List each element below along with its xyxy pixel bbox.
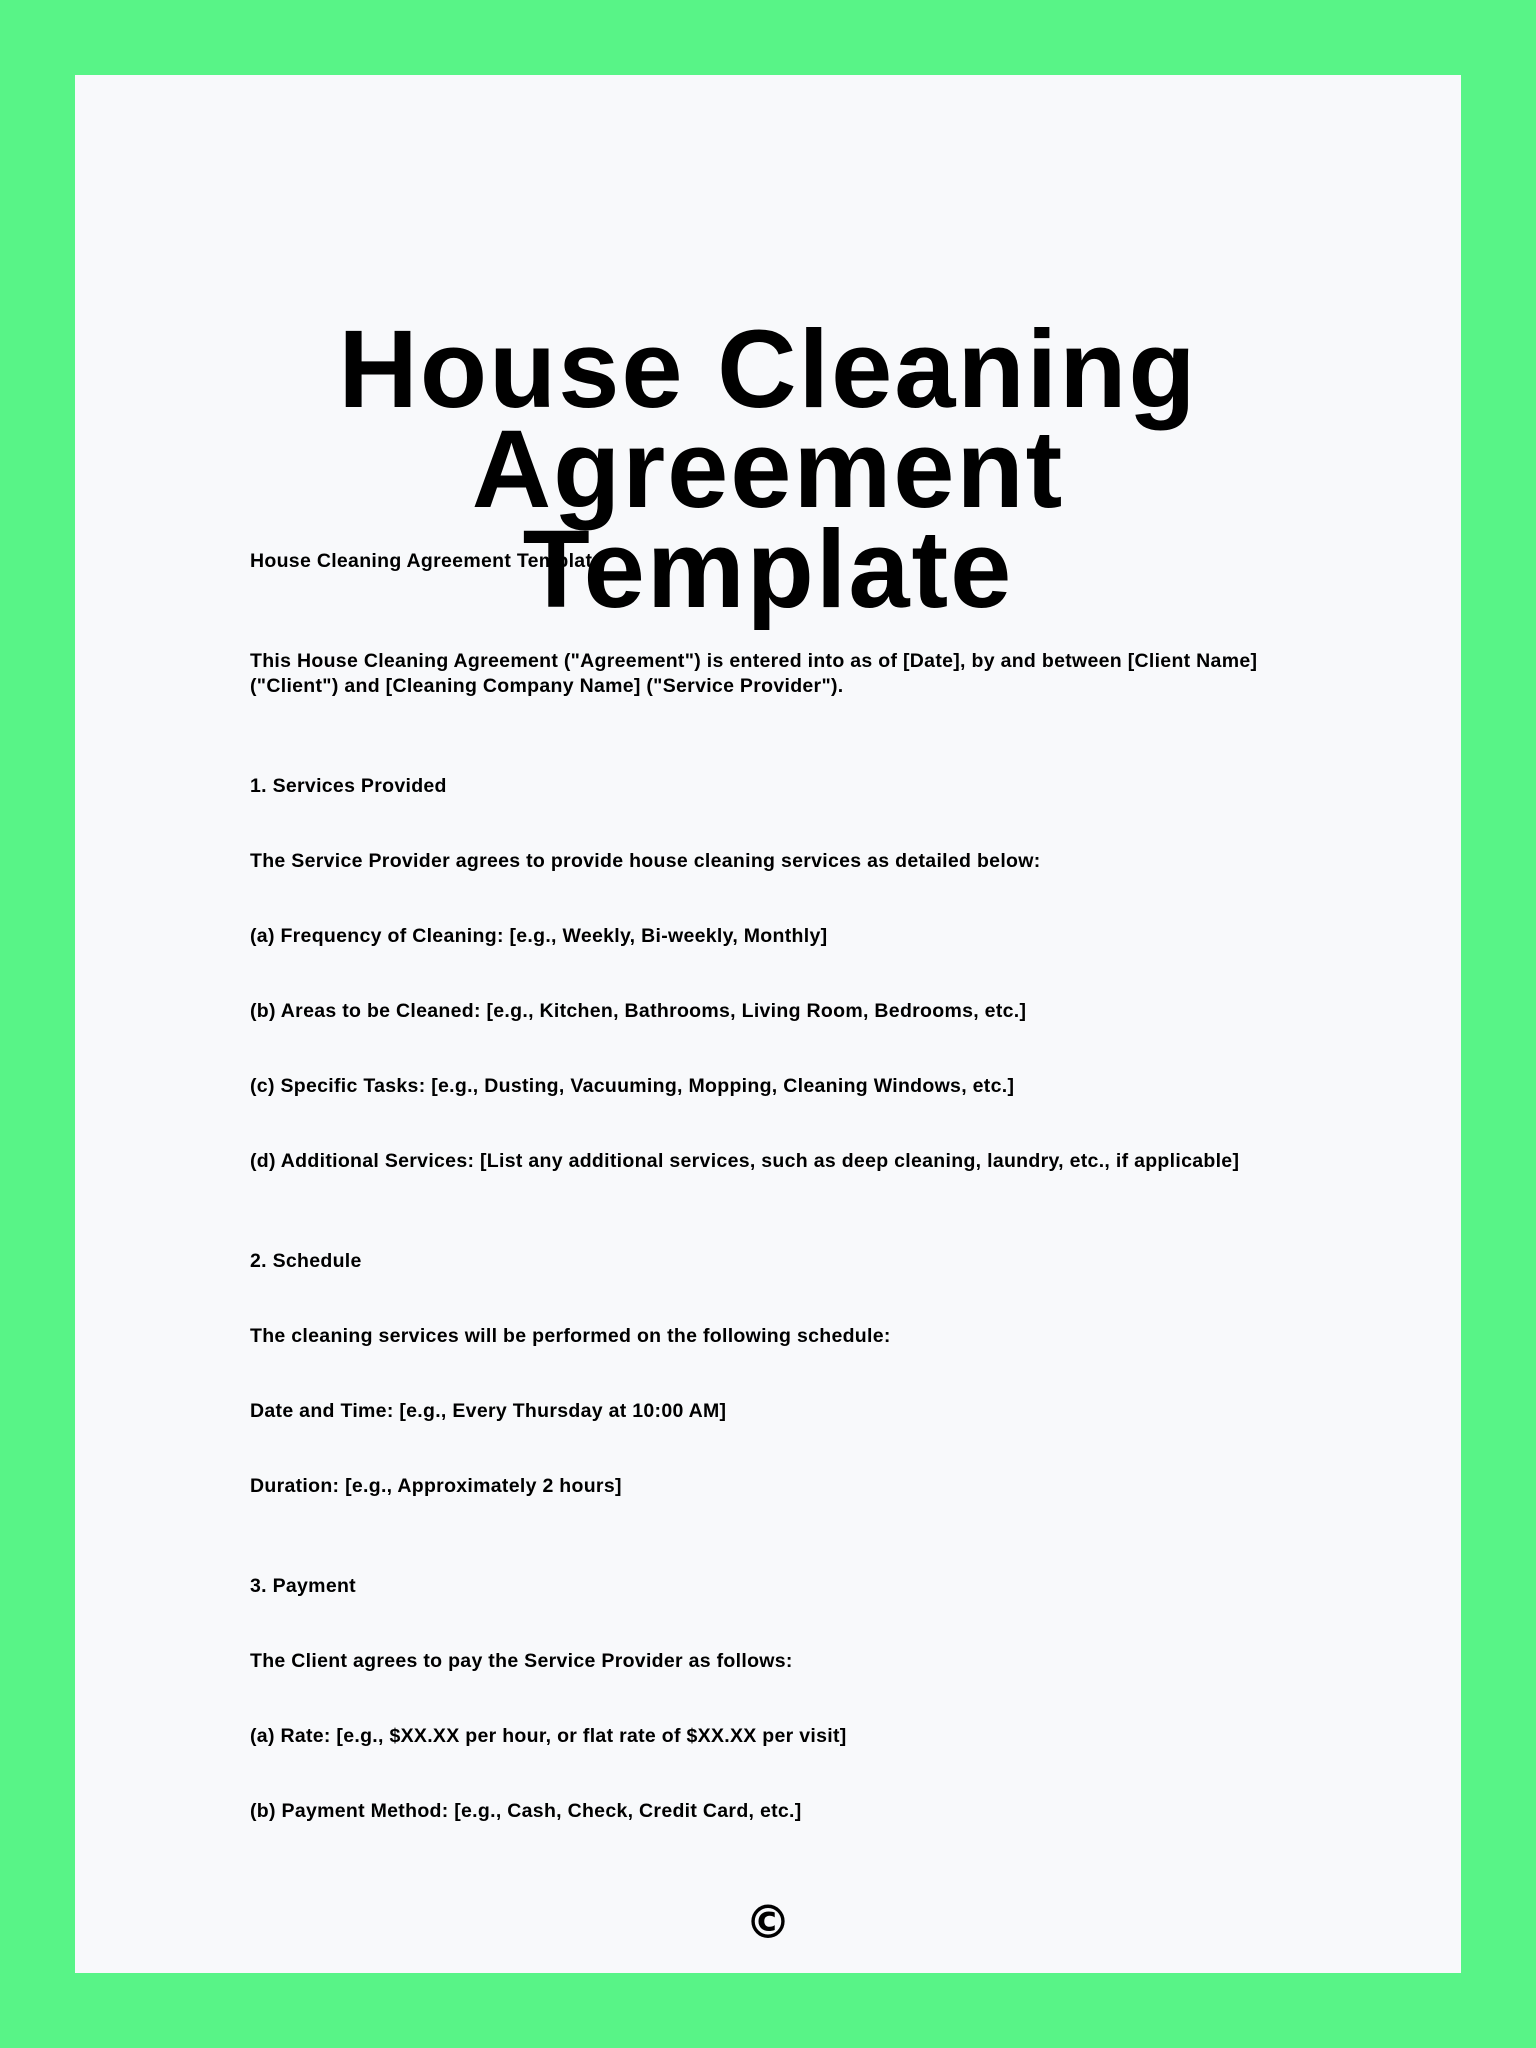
section-1-item-b: (b) Areas to be Cleaned: [e.g., Kitchen, Bathrooms, Living Room, Bedrooms, etc.] [250,1000,1027,1022]
title-line-1: House Cleaning Agreement [338,308,1198,531]
section-1-item-d: (d) Additional Services: [List any additional services, such as deep cleaning, laundry, etc., if applicable] [250,1150,1240,1172]
section-3-heading: 3. Payment [250,1575,356,1597]
section-3-lead: The Client agrees to pay the Service Provider as follows: [250,1650,793,1672]
section-2-duration: Duration: [e.g., Approximately 2 hours] [250,1475,622,1497]
intro-line-2: ("Client") and [Cleaning Company Name] ("Service Provider"). [250,675,844,697]
section-1-item-a: (a) Frequency of Cleaning: [e.g., Weekly, Bi-weekly, Monthly] [250,925,828,947]
section-1-item-c: (c) Specific Tasks: [e.g., Dusting, Vacuuming, Mopping, Cleaning Windows, etc.] [250,1075,1015,1097]
section-1-heading: 1. Services Provided [250,775,447,797]
title-line-2: Template [522,508,1014,631]
document-page [75,75,1461,1973]
copyright-icon: © [745,1895,791,1949]
section-2-date-time: Date and Time: [e.g., Every Thursday at 10:00 AM] [250,1400,727,1422]
section-2-heading: 2. Schedule [250,1250,362,1272]
document-title [75,308,1461,631]
section-2-lead: The cleaning services will be performed on the following schedule: [250,1325,891,1347]
section-3-item-a: (a) Rate: [e.g., $XX.XX per hour, or flat rate of $XX.XX per visit] [250,1725,847,1747]
intro-line-1: This House Cleaning Agreement ("Agreement") is entered into as of [Date], by and between [Client Name] [250,650,1258,672]
section-3-item-b: (b) Payment Method: [e.g., Cash, Check, Credit Card, etc.] [250,1800,802,1822]
document-subtitle: House Cleaning Agreement Template [250,550,604,572]
section-1-lead: The Service Provider agrees to provide house cleaning services as detailed below: [250,850,1041,872]
